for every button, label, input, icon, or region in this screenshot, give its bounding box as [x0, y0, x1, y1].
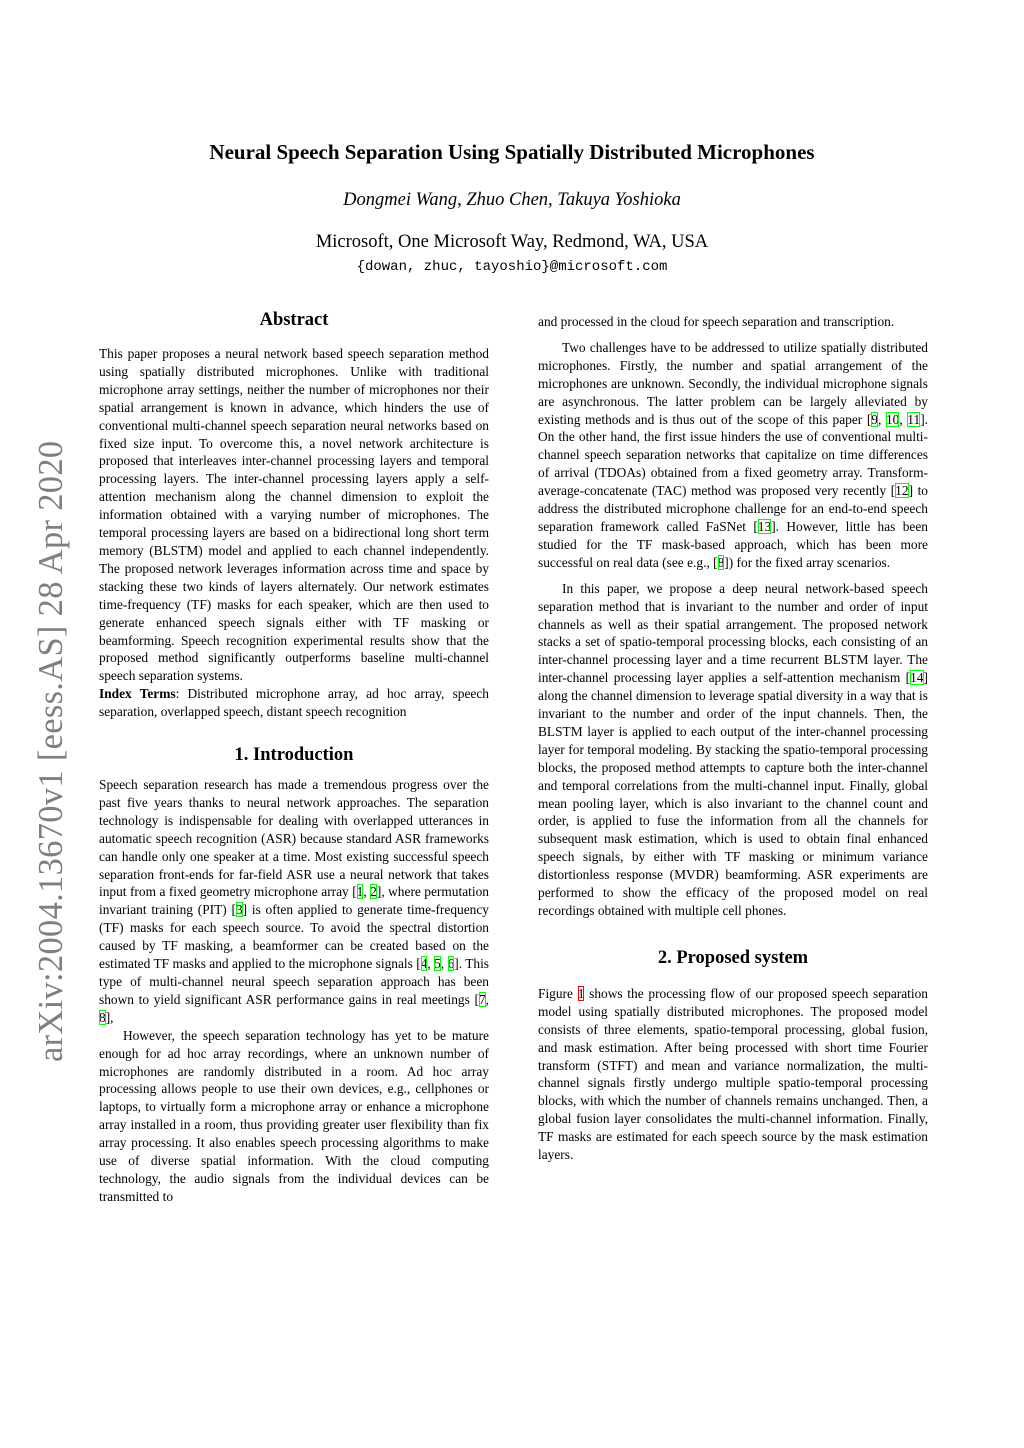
intro-paragraph-3 [538, 339, 928, 572]
citation-link[interactable]: 8 [99, 1009, 106, 1025]
abstract-heading: Abstract [259, 310, 329, 330]
author-list: Dongmei Wang, Zhuo Chen, Takuya Yoshioka [343, 190, 681, 210]
intro-paragraph-continued: and processed in the cloud for speech separation and transcription. [538, 314, 895, 329]
text-run: In this paper, we propose a deep neural network-based speech separation method that is invariant to the number and order of input channels as well as their spatial arrangement. The proposed network stacks a set of spatio-temporal processing blocks, each consisting of an inter-channel processing layer and a time recurrent BLSTM layer. The inter-channel processing layer applies a self-attention mechanism [ [538, 580, 928, 686]
text-run: ] to address the distributed microphone challenge for an end-to-end speech separation framework called FaSNet [ [538, 483, 928, 534]
text-run: , [427, 956, 435, 972]
index-terms [99, 685, 489, 721]
citation-link[interactable]: 8 [717, 554, 725, 570]
text-run: Speech separation research has made a tremendous progress over the past five years thanks to neural network approaches. The separation technology is indispensable for dealing with overlapped utterances in automatic speech recognition (ASR) because standard ASR frameworks can handle only one speaker at a time. Most existing successful speech separation front-ends for far-field ASR use a neural network that takes input from a fixed geometry microphone array [ [99, 777, 489, 900]
citation-link[interactable]: 7 [478, 991, 486, 1007]
citation-link[interactable]: 11 [907, 411, 921, 427]
citation-link[interactable]: 10 [885, 411, 900, 427]
arxiv-identifier: arXiv:2004.13670v1 [eess.AS] 28 Apr 2020 [32, 440, 70, 1062]
text-run: Two challenges have to be addressed to utilize spatially distributed microphones. Firstly, the number and spatial arrangement of the microphones are unknown. Secondly, the individual microphone signals are asynchronous. The latter problem can be largely alleviated by existing methods and is thus out of the scope of this paper [ [538, 339, 928, 427]
text-run: , [899, 411, 908, 427]
intro-paragraph-1 [99, 776, 489, 1027]
citation-link[interactable]: 3 [235, 902, 243, 918]
figure-link[interactable]: 1 [577, 985, 585, 1001]
text-run: ]. However, little has been studied for the TF mask-based approach, which has been more successful on real data (see e.g., [ [538, 518, 928, 570]
text-run: , [363, 884, 371, 900]
citation-link[interactable]: 14 [910, 670, 924, 686]
citation-link[interactable]: 5 [434, 956, 441, 972]
intro-paragraph-4 [538, 580, 928, 920]
right-column [538, 313, 928, 1164]
text-run: , [440, 956, 448, 972]
intro-heading: 1. Introduction [234, 745, 354, 766]
proposed-system-heading: 2. Proposed system [657, 947, 809, 968]
text-run: ], [105, 1009, 114, 1025]
index-terms-label: Index Terms [99, 686, 176, 702]
citation-link[interactable]: 4 [420, 956, 428, 972]
text-run: ]. This type of multi-channel neural speech separation approach has been shown to yield significant ASR performance gains in real meetings [ [99, 956, 490, 1007]
citation-link[interactable]: 6 [447, 956, 455, 972]
abstract-text: This paper proposes a neural network based speech separation method using spatially distributed microphones. Unlike with traditional microphone array settings, neither the number of microphones nor their spatial arrangement is known in advance, which hinders the use of conventional multi-channel speech separation neural networks based on fixed size input. To overcome this, a novel network architecture is proposed that interleaves inter-channel processing layers and temporal processing layers. The inter-channel processing layers apply a self-attention mechanism along the channel dimension to exploit the information obtained with a varying number of microphones. The temporal processing layers are based on a bidirectional long short term memory (BLSTM) model and applied to each channel independently. The proposed network leverages information across time and space by stacking these two kinds of layers alternately. Our network estimates time-frequency (TF) masks for each speaker, which are then used to generate enhanced speech signals either with TF masking or beamforming. Speech recognition experimental results show that the proposed method significantly outperforms baseline multi-channel speech separation systems. [99, 346, 489, 684]
paper-title: Neural Speech Separation Using Spatially Distributed Microphones [209, 140, 815, 164]
citation-link[interactable]: 9 [871, 411, 878, 427]
affiliation: Microsoft, One Microsoft Way, Redmond, WA, USA [315, 232, 709, 252]
citation-link[interactable]: 1 [356, 884, 364, 900]
intro-paragraph-2: However, the speech separation technology has yet to be mature enough for ad hoc array recordings, where an unknown number of microphones are randomly distributed in a room. Ad hoc array processing allows people to use their own devices, e.g., cellphones or laptops, to virtually form a microphone array or enhance a microphone array installed in a room, thus providing greater user flexibility than fix array processing. It also enables speech processing algorithms to make use of diverse spatial information. With the cloud computing technology, the audio signals from the individual devices can be transmitted to [99, 1027, 489, 1204]
left-column [99, 308, 489, 1206]
text-run: , [485, 991, 489, 1007]
text-run: Figure [538, 985, 578, 1001]
index-terms-text: : Distributed microphone array, ad hoc array, speech separation, overlapped speech, distant speech recognition [99, 686, 489, 720]
text-run: ], where permutation invariant training (PIT) [ [99, 884, 489, 918]
citation-link[interactable]: 13 [757, 518, 772, 534]
text-run: shows the processing flow of our proposed speech separation model using spatially distributed microphones. The proposed model consists of three elements, spatio-temporal processing, global fusion, and mask estimation. After being processed with short time Fourier transform (STFT) and mean and variance normalization, the multi-channel signals firstly undergo multiple spatio-temporal processing blocks, with which the number of channels remains unchanged. Then, a global fusion layer consolidates the multi-channel information. Finally, TF masks are estimated for each speech source by the mask estimation layers. [538, 985, 929, 1163]
citation-link[interactable]: 2 [370, 884, 377, 900]
citation-link[interactable]: 12 [895, 483, 909, 499]
author-emails: {dowan, zhuc, tayoshio}@microsoft.com [356, 259, 668, 275]
text-run: ]. On the other hand, the first issue hinders the use of conventional multi-channel speech separation networks that capitalize on time differences of arrival (TDOAs) obtained from a fixed geometry array. Transform-average-concatenate (TAC) method was proposed very recently [ [538, 411, 928, 499]
text-run: ]) for the fixed array scenarios. [724, 554, 891, 570]
text-run: ] along the channel dimension to leverage spatial diversity in a way that is invariant to the number and order of the input channels. Then, the BLSTM layer is applied to each output of the inter-channel processing layer for temporal modeling. By stacking the spatio-temporal processing blocks, the proposed method attempts to capture both the inter-channel and temporal correlations from the multi-channel input. Finally, global mean pooling layer, which is also invariant to the channel count and order, is applied to fuse the information from all the channels for subsequent mask estimation, which is used to obtain final enhanced speech signals, by either with TF masking or minimum variance distortionless response (MVDR) beamforming. ASR experiments are performed to show the efficacy of the proposed model on real recordings obtained with multiple cell phones. [538, 670, 928, 918]
text-run: ] is often applied to generate time-frequency (TF) masks for each speech source. To avoid the spectral distortion caused by TF masking, a beamformer can be created based on the estimated TF masks and applied to the microphone signals [ [99, 902, 490, 972]
proposed-system-paragraph [538, 985, 928, 1164]
text-run: , [877, 411, 886, 427]
